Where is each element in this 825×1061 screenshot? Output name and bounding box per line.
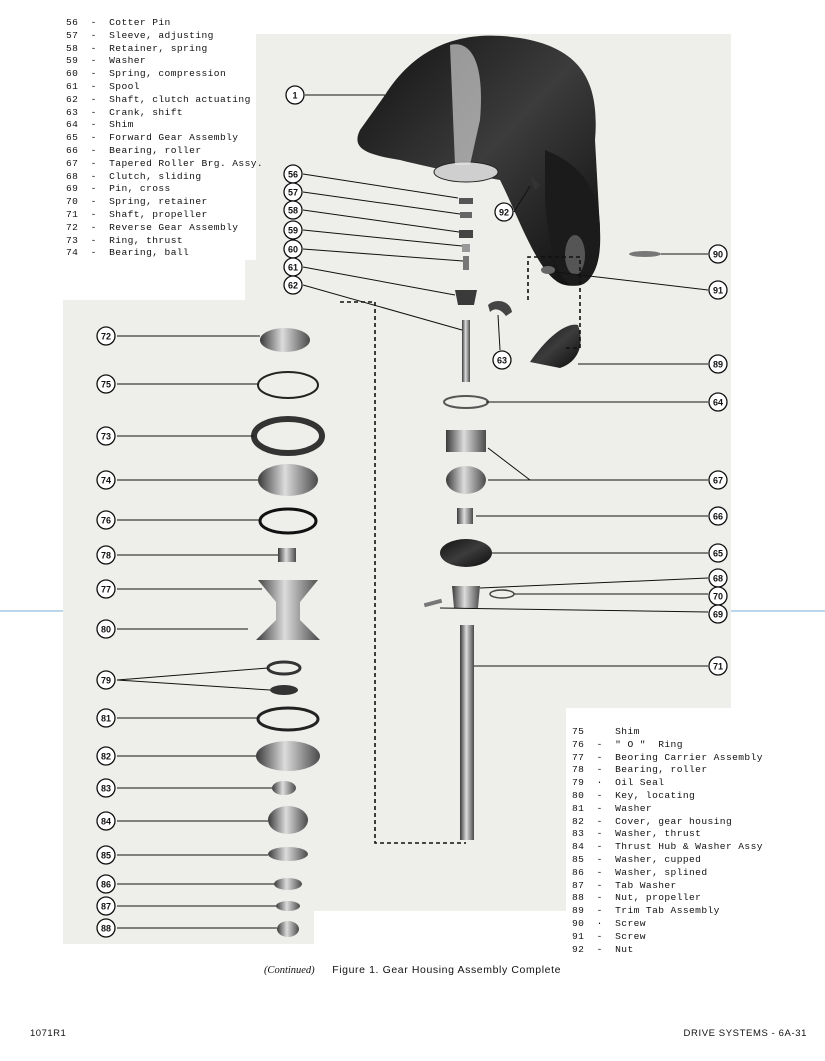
legend-number: 66 xyxy=(66,144,79,156)
legend-number: 85 xyxy=(572,853,585,865)
legend-number: 58 xyxy=(66,42,79,54)
legend-row xyxy=(572,752,768,765)
caption-continued: (Continued) xyxy=(263,965,315,976)
callout-90 xyxy=(709,245,727,263)
svg-text:76: 76 xyxy=(100,515,112,526)
thrust-ring-part xyxy=(254,419,322,453)
legend-separator: - xyxy=(584,892,616,904)
legend-row xyxy=(572,726,768,739)
legend-separator: · xyxy=(584,777,616,789)
oil-seal-part xyxy=(270,685,298,695)
callout-60 xyxy=(284,240,302,258)
legend-number: 63 xyxy=(66,106,79,118)
legend-number: 90 xyxy=(572,917,585,929)
bearing-carrier-part xyxy=(256,580,320,640)
callout-1 xyxy=(286,86,304,104)
callout-58 xyxy=(284,201,302,219)
legend-number: 78 xyxy=(572,764,585,776)
svg-text:62: 62 xyxy=(287,280,299,291)
legend-part-name: Washer xyxy=(615,802,653,814)
legend-row xyxy=(66,17,256,30)
svg-text:92: 92 xyxy=(498,207,510,218)
legend-separator: - xyxy=(584,828,616,840)
retainer-spring-part xyxy=(490,590,514,598)
legend-row xyxy=(66,196,256,209)
legend-number: 73 xyxy=(66,234,79,246)
legend-separator: - xyxy=(78,17,110,28)
legend-separator: - xyxy=(78,196,110,208)
legend-separator: - xyxy=(78,68,110,80)
trim-tab-part xyxy=(530,325,581,368)
screw-part xyxy=(541,266,555,274)
legend-number: 79 xyxy=(572,777,585,789)
legend-part-name: Shaft, propeller xyxy=(109,208,208,220)
legend-number: 62 xyxy=(66,93,79,105)
forward-gear-part xyxy=(440,539,492,567)
callout-75 xyxy=(97,375,115,393)
legend-row xyxy=(66,132,256,145)
legend-part-name: Screw xyxy=(615,930,646,942)
callout-80 xyxy=(97,620,115,638)
assembly-path-left xyxy=(340,302,466,843)
legend-row xyxy=(572,764,768,777)
legend-number: 76 xyxy=(572,738,585,750)
legend-row xyxy=(572,854,768,867)
svg-text:87: 87 xyxy=(100,901,112,912)
svg-text:58: 58 xyxy=(287,205,299,216)
splined-washer-part xyxy=(274,878,302,890)
svg-text:89: 89 xyxy=(712,359,724,370)
legend-row xyxy=(572,892,768,905)
legend-part-name: Retainer, spring xyxy=(109,42,208,54)
legend-row xyxy=(66,68,256,81)
legend-part-name: Spring, compression xyxy=(109,68,227,80)
callout-74 xyxy=(97,471,115,489)
legend-row xyxy=(66,209,256,222)
parts-legend-left xyxy=(60,17,264,260)
legend-separator: - xyxy=(78,42,110,54)
legend-number: 72 xyxy=(66,221,79,233)
legend-part-name: Washer, thrust xyxy=(615,828,702,840)
roller-bearing-part xyxy=(278,548,296,562)
legend-separator: - xyxy=(584,905,616,917)
legend-part-name: Bearing, ball xyxy=(109,247,190,259)
washer-part xyxy=(258,708,318,730)
svg-text:66: 66 xyxy=(712,511,724,522)
svg-text:74: 74 xyxy=(100,475,112,486)
svg-text:84: 84 xyxy=(100,816,112,827)
tapered-bearing-cone xyxy=(446,466,486,494)
reverse-gear-part xyxy=(260,328,310,352)
legend-number: 59 xyxy=(66,55,79,67)
legend-part-name: Spring, retainer xyxy=(109,196,208,208)
callout-92 xyxy=(495,203,513,221)
sliding-clutch-part xyxy=(452,586,480,608)
legend-separator: - xyxy=(584,802,616,814)
legend-separator xyxy=(584,726,615,737)
svg-text:90: 90 xyxy=(712,249,724,260)
svg-text:71: 71 xyxy=(712,661,724,672)
callout-88 xyxy=(97,919,115,937)
legend-separator: - xyxy=(584,789,616,801)
parts-legend-right xyxy=(566,726,768,956)
callout-72 xyxy=(97,327,115,345)
legend-number: 61 xyxy=(66,80,79,92)
figure-caption xyxy=(0,964,825,976)
legend-number: 60 xyxy=(66,68,79,80)
svg-text:88: 88 xyxy=(100,923,112,934)
oil-seal-part xyxy=(268,662,300,674)
legend-row xyxy=(66,107,256,120)
page-code: 1071R1 xyxy=(30,1028,67,1039)
legend-number: 77 xyxy=(572,751,585,763)
svg-text:63: 63 xyxy=(496,355,508,366)
svg-text:67: 67 xyxy=(712,475,724,486)
legend-row xyxy=(572,777,768,790)
legend-part-name: Beoring Carrier Assembly xyxy=(615,751,763,763)
svg-text:75: 75 xyxy=(100,379,112,390)
callout-66 xyxy=(709,507,727,525)
legend-number: 69 xyxy=(66,183,79,195)
legend-part-name: Washer, cupped xyxy=(615,853,702,865)
legend-part-name: " O " Ring xyxy=(615,738,683,750)
svg-text:77: 77 xyxy=(100,584,112,595)
legend-part-name: Tab Washer xyxy=(615,879,677,891)
legend-separator: - xyxy=(584,879,616,891)
svg-text:57: 57 xyxy=(287,187,299,198)
callout-61 xyxy=(284,258,302,276)
legend-row xyxy=(66,171,256,184)
screw-part xyxy=(629,251,661,257)
legend-row xyxy=(572,841,768,854)
legend-row xyxy=(66,119,256,132)
legend-part-name: Sleeve, adjusting xyxy=(109,29,214,41)
o-ring-part xyxy=(260,509,316,533)
legend-row xyxy=(66,235,256,248)
legend-separator: - xyxy=(584,866,616,878)
svg-text:69: 69 xyxy=(712,609,724,620)
legend-separator: - xyxy=(78,183,110,195)
legend-separator: - xyxy=(78,234,110,246)
callout-57 xyxy=(284,183,302,201)
legend-row xyxy=(66,183,256,196)
legend-row xyxy=(66,145,256,158)
legend-row xyxy=(572,944,768,957)
legend-number: 80 xyxy=(572,789,585,801)
legend-separator: - xyxy=(78,221,110,233)
svg-text:59: 59 xyxy=(287,225,299,236)
legend-separator: - xyxy=(78,144,110,156)
legend-separator: - xyxy=(78,119,110,131)
svg-text:56: 56 xyxy=(287,169,299,180)
callout-77 xyxy=(97,580,115,598)
legend-separator: - xyxy=(584,764,616,776)
legend-row xyxy=(572,828,768,841)
legend-row xyxy=(572,880,768,893)
legend-separator: - xyxy=(78,208,110,220)
cupped-washer-part xyxy=(268,847,308,861)
legend-part-name: Crank, shift xyxy=(109,106,184,118)
legend-part-name: Bearing, roller xyxy=(615,764,708,776)
legend-number: 65 xyxy=(66,132,79,144)
callout-81 xyxy=(97,709,115,727)
callout-56 xyxy=(284,165,302,183)
legend-separator: - xyxy=(584,853,616,865)
svg-text:81: 81 xyxy=(100,713,112,724)
legend-part-name: Ring, thrust xyxy=(109,234,184,246)
svg-text:61: 61 xyxy=(287,262,299,273)
legend-number: 92 xyxy=(572,943,585,955)
legend-row xyxy=(572,790,768,803)
legend-row xyxy=(66,43,256,56)
legend-row xyxy=(66,30,256,43)
svg-text:1: 1 xyxy=(292,90,298,101)
legend-number: 89 xyxy=(572,905,585,917)
legend-part-name: Shim xyxy=(615,726,640,737)
legend-part-name: Pin, cross xyxy=(109,183,171,195)
callout-69 xyxy=(709,605,727,623)
legend-part-name: Reverse Gear Assembly xyxy=(109,221,239,233)
legend-row xyxy=(66,247,256,260)
legend-number: 87 xyxy=(572,879,585,891)
legend-number: 75 xyxy=(572,726,585,737)
legend-number: 57 xyxy=(66,29,79,41)
legend-part-name: Shim xyxy=(109,119,134,131)
legend-separator: - xyxy=(584,815,616,827)
callout-59 xyxy=(284,221,302,239)
legend-number: 70 xyxy=(66,196,79,208)
legend-part-name: Key, locating xyxy=(615,789,696,801)
legend-number: 74 xyxy=(66,247,79,259)
callout-79 xyxy=(97,671,115,689)
legend-part-name: Oil Seal xyxy=(615,777,665,789)
svg-text:60: 60 xyxy=(287,244,299,255)
svg-text:80: 80 xyxy=(100,624,112,635)
propeller-nut-part xyxy=(277,921,299,937)
svg-text:70: 70 xyxy=(712,591,724,602)
legend-row xyxy=(66,94,256,107)
page-section-number: DRIVE SYSTEMS - 6A-31 xyxy=(683,1028,807,1039)
legend-number: 84 xyxy=(572,841,585,853)
legend-part-name: Clutch, sliding xyxy=(109,170,202,182)
svg-text:78: 78 xyxy=(100,550,112,561)
legend-row xyxy=(572,905,768,918)
tab-washer-part xyxy=(276,901,300,911)
callout-76 xyxy=(97,511,115,529)
svg-text:64: 64 xyxy=(712,397,724,408)
callout-67 xyxy=(709,471,727,489)
legend-part-name: Washer xyxy=(109,55,147,67)
legend-separator: - xyxy=(584,943,616,955)
legend-part-name: Washer, splined xyxy=(615,866,708,878)
legend-separator: - xyxy=(584,751,616,763)
legend-separator: - xyxy=(584,841,616,853)
legend-number: 68 xyxy=(66,170,79,182)
legend-number: 71 xyxy=(66,208,79,220)
legend-part-name: Bearing, roller xyxy=(109,144,202,156)
legend-separator: - xyxy=(78,132,110,144)
legend-separator: - xyxy=(78,157,110,169)
legend-separator: - xyxy=(78,170,110,182)
legend-part-name: Spool xyxy=(109,80,140,92)
legend-part-name: Nut, propeller xyxy=(615,892,702,904)
legend-row xyxy=(572,803,768,816)
legend-part-name: Tapered Roller Brg. Assy. xyxy=(109,157,264,169)
shim-part xyxy=(444,396,488,408)
cross-pin-part xyxy=(424,599,442,608)
svg-text:82: 82 xyxy=(100,751,112,762)
svg-text:83: 83 xyxy=(100,783,112,794)
legend-number: 82 xyxy=(572,815,585,827)
legend-number: 64 xyxy=(66,119,79,131)
legend-row xyxy=(66,222,256,235)
legend-part-name: Thrust Hub & Washer Assy xyxy=(615,841,763,853)
propeller-shaft-part xyxy=(460,625,474,840)
callout-70 xyxy=(709,587,727,605)
callout-63 xyxy=(493,351,511,369)
legend-number: 67 xyxy=(66,157,79,169)
legend-number: 81 xyxy=(572,802,585,814)
callout-64 xyxy=(709,393,727,411)
svg-text:65: 65 xyxy=(712,548,724,559)
svg-text:91: 91 xyxy=(712,285,724,296)
legend-row xyxy=(572,816,768,829)
legend-separator: - xyxy=(78,106,110,118)
legend-row xyxy=(66,55,256,68)
legend-row xyxy=(572,918,768,931)
legend-number: 83 xyxy=(572,828,585,840)
legend-number: 56 xyxy=(66,17,79,28)
legend-number: 86 xyxy=(572,866,585,878)
legend-row xyxy=(66,157,264,171)
callout-68 xyxy=(709,569,727,587)
callout-71 xyxy=(709,657,727,675)
callout-62 xyxy=(284,276,302,294)
svg-text:73: 73 xyxy=(100,431,112,442)
svg-text:79: 79 xyxy=(100,675,112,686)
legend-part-name: Nut xyxy=(615,943,634,955)
legend-separator: - xyxy=(78,80,110,92)
svg-text:72: 72 xyxy=(100,331,112,342)
callout-86 xyxy=(97,875,115,893)
svg-text:86: 86 xyxy=(100,879,112,890)
legend-row xyxy=(572,867,768,880)
legend-part-name: Shaft, clutch actuating xyxy=(109,93,251,105)
legend-separator: · xyxy=(584,917,616,929)
legend-separator: - xyxy=(584,930,616,942)
caption-title: Figure 1. Gear Housing Assembly Complete xyxy=(332,964,562,976)
callout-82 xyxy=(97,747,115,765)
callout-65 xyxy=(709,544,727,562)
thrust-hub-part xyxy=(268,806,308,834)
callout-85 xyxy=(97,846,115,864)
tapered-bearing-cup xyxy=(446,430,486,452)
legend-separator: - xyxy=(78,55,110,67)
legend-separator: - xyxy=(584,738,616,750)
callout-91 xyxy=(709,281,727,299)
svg-text:85: 85 xyxy=(100,850,112,861)
legend-part-name: Trim Tab Assembly xyxy=(615,905,720,917)
legend-row xyxy=(66,81,256,94)
legend-separator: - xyxy=(78,247,110,259)
legend-row xyxy=(572,931,768,944)
legend-row xyxy=(572,739,768,752)
legend-number: 91 xyxy=(572,930,585,942)
callout-87 xyxy=(97,897,115,915)
ball-bearing-part xyxy=(258,464,318,496)
legend-separator: - xyxy=(78,29,110,41)
shim-ring-part xyxy=(258,372,318,398)
thrust-washer-part xyxy=(272,781,296,795)
callout-78 xyxy=(97,546,115,564)
legend-part-name: Screw xyxy=(615,917,646,929)
legend-number: 88 xyxy=(572,892,585,904)
legend-part-name: Forward Gear Assembly xyxy=(109,132,239,144)
legend-part-name: Cover, gear housing xyxy=(615,815,733,827)
callout-83 xyxy=(97,779,115,797)
svg-text:68: 68 xyxy=(712,573,724,584)
gear-housing-part xyxy=(357,36,600,286)
legend-separator: - xyxy=(78,93,110,105)
roller-bearing-part xyxy=(457,508,473,524)
callout-73 xyxy=(97,427,115,445)
legend-part-name: Cotter Pin xyxy=(109,17,171,28)
callout-89 xyxy=(709,355,727,373)
callout-84 xyxy=(97,812,115,830)
gear-housing-cover-part xyxy=(256,741,320,771)
